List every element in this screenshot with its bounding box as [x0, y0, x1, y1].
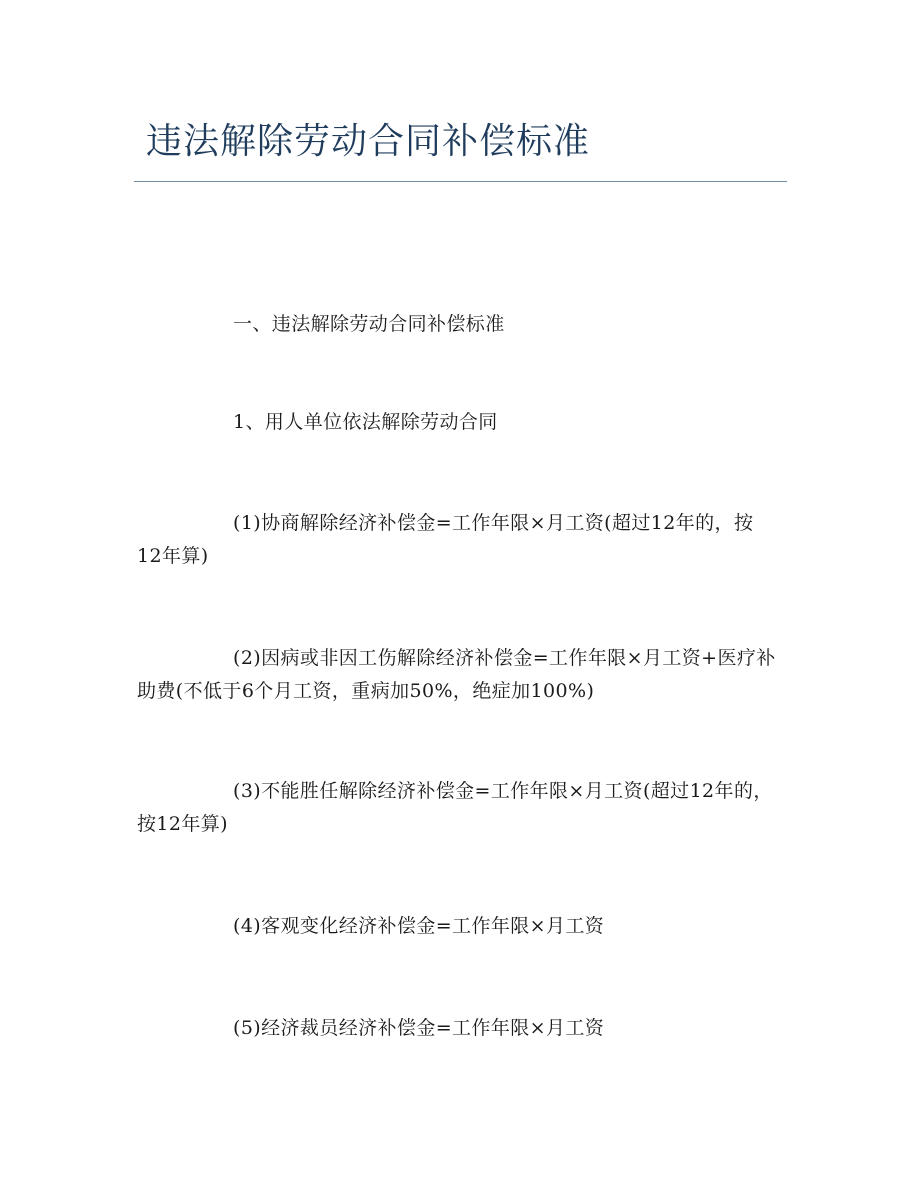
body-paragraph: (2)因病或非因工伤解除经济补偿金=工作年限×月工资+医疗补助费(不低于6个月工资，重病加50%，绝症加100%): [137, 647, 776, 702]
body-paragraph: (1)协商解除经济补偿金=工作年限×月工资(超过12年的，按12年算): [137, 512, 754, 567]
body-paragraph: (5)经济裁员经济补偿金=工作年限×月工资: [233, 1017, 605, 1039]
body-paragraph: (3)不能胜任解除经济补偿金=工作年限×月工资(超过12年的，按12年算): [137, 780, 773, 835]
title-divider: [134, 181, 787, 182]
subsection-heading: 1、用人单位依法解除劳动合同: [233, 411, 498, 433]
page-title: 违法解除劳动合同补偿标准: [146, 121, 591, 162]
body-paragraph: (4)客观变化经济补偿金=工作年限×月工资: [233, 915, 605, 937]
section-heading: 一、违法解除劳动合同补偿标准: [233, 313, 505, 335]
